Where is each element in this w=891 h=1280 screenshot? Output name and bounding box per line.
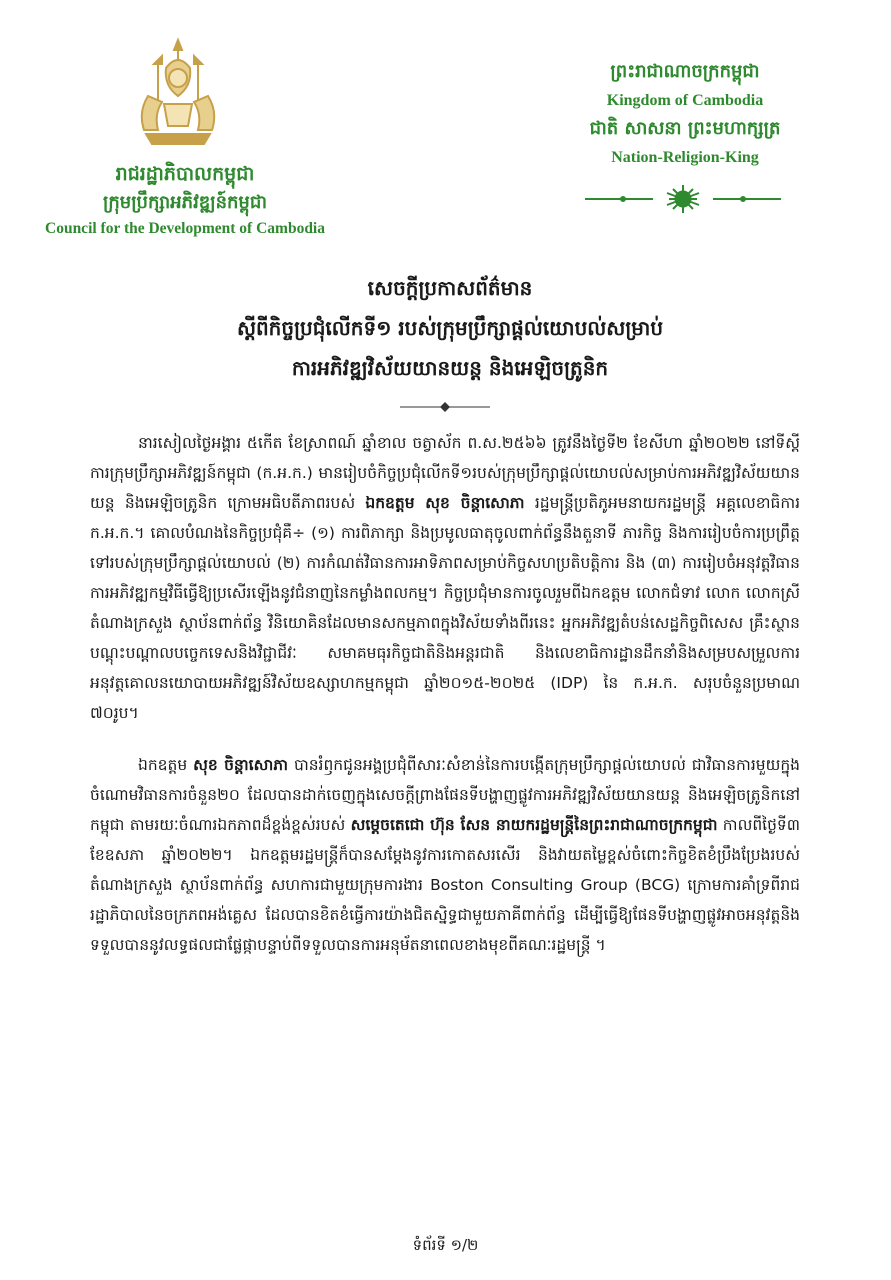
paragraph-2-text-b: បានរំឭកជូនអង្គប្រជុំពីសារៈសំខាន់នៃការបង្កើតក្រុមប្រឹក្សាផ្ដល់យោបល់ ជាវិធានការមួយក្នុងចំណោមវិធានការចំនួន២០ ដែលបានដាក់ចេញក្នុងសេចក្ដីព្រាងផែនទីបង្ហាញផ្លូវការអភិវឌ្ឍវិស័យយានយន្ត និងអេឡិចត្រូនិកនៅកម្ពុជា តាមរយៈចំណារឯកភាពដ៏ខ្ពង់ខ្ពស់របស់ bbox=[90, 756, 801, 834]
prime-minister-name: សម្ដេចតេជោ ហ៊ុន សែន នាយករដ្ឋមន្ត្រីនៃព្រះរាជាណាចក្រកម្ពុជា bbox=[350, 816, 718, 834]
organization-header bbox=[20, 160, 350, 240]
page-number: ទំព័រទី ១/២ bbox=[412, 1236, 479, 1254]
document-title bbox=[100, 268, 800, 388]
title-line-2: ស្ដីពីកិច្ចប្រជុំលើកទី១ របស់ក្រុមប្រឹក្សាផ្ដល់យោបល់សម្រាប់ bbox=[236, 316, 664, 340]
minister-name-2: សុខ ចិន្ដាសោភា bbox=[193, 756, 289, 774]
document-body bbox=[90, 428, 800, 982]
paragraph-1 bbox=[90, 428, 800, 728]
council-name-en: Council for the Development of Cambodia bbox=[45, 220, 325, 237]
title-line-1: សេចក្ដីប្រកាសព័ត៌មាន bbox=[367, 276, 533, 300]
council-name-kh: ក្រុមប្រឹក្សាអភិវឌ្ឍន៍កម្ពុជា bbox=[102, 192, 267, 213]
paragraph-2-text-c: កាលពីថ្ងៃទី៣ ខែឧសភា ឆ្នាំ២០២២។ ឯកឧត្តមរដ្ឋមន្ត្រីក៏បានសម្ដែងនូវការកោតសរសើរ និងវាយតម្លៃខ្ពស់ចំពោះកិច្ចខិតខំប្រឹងប្រែងរបស់តំណាងក្រសួង ស្ថាប័នពាក់ព័ន្ធ សហការជាមួយក្រុមការងារ Boston Consulting Group (BCG) ក្រោមការគាំទ្រពីរាជរដ្ឋាភិបាលនៃចក្រភពអង់គ្លេស ដែលបានខិតខំធ្វើការយ៉ាងជិតស្និទ្ធជាមួយភាគីពាក់ព័ន្ធ ដើម្បីធ្វើឱ្យផែនទីបង្ហាញផ្លូវអាចអនុវត្តនិងទទួលបាននូវលទ្ធផលជាផ្លែផ្កាបន្ទាប់ពីទទួលបានការអនុម័តនាពេលខាងមុខពីគណៈរដ្ឋមន្ត្រី ។ bbox=[90, 816, 801, 954]
kingdom-name-en: Kingdom of Cambodia bbox=[606, 92, 764, 109]
paragraph-1-text-b: រដ្ឋមន្ត្រីប្រតិភូអមនាយករដ្ឋមន្ត្រី អគ្គលេខាធិការ ក.អ.ក.។ គោលបំណងនៃកិច្ចប្រជុំគឺ÷ (១) ការពិភាក្សា និងប្រមូលធាតុចូលពាក់ព័ន្ធនឹងតួនាទី ភារកិច្ច និងការរៀបចំការប្រព្រឹត្តទៅរបស់ក្រុមប្រឹក្សាផ្ដល់យោបល់ (២) ការកំណត់វិធានការអាទិភាពសម្រាប់កិច្ចសហប្រតិបត្តិការ និង (៣) ការរៀបចំអនុវត្តវិធានការអភិវឌ្ឍកម្មវិធីធ្វើឱ្យប្រសើរឡើងនូវជំនាញនៃកម្លាំងពលកម្ម។ កិច្ចប្រជុំមានការចូលរួមពីឯកឧត្តម លោកជំទាវ លោក លោកស្រីតំណាងក្រសួង ស្ថាប័នពាក់ព័ន្ធ វិនិយោគិនដែលមានសកម្មភាពក្នុងវិស័យទាំងពីរនេះ អ្នកអភិវឌ្ឍតំបន់សេដ្ឋកិច្ចពិសេស គ្រឹះស្ថានបណ្ដុះបណ្ដាលបច្ចេកទេសនិងវិជ្ជាជីវៈ សមាគមធុរកិច្ចជាតិនិងអន្តរជាតិ និងលេខាធិការដ្ឋានដឹកនាំនិងសម្របសម្រួលការអនុវត្តគោលនយោបាយអភិវឌ្ឍន៍វិស័យឧស្សាហកម្មកម្ពុជា ឆ្នាំ២០១៥-២០២៥ (IDP) នៃ ក.អ.ក. សរុបចំនួនប្រមាណ ៧០រូប។ bbox=[90, 494, 800, 722]
title-line-3: ការអភិវឌ្ឍវិស័យយានយន្ត និងអេឡិចត្រូនិក bbox=[291, 356, 609, 380]
royal-emblem-icon bbox=[118, 34, 238, 149]
government-name-kh: រាជរដ្ឋាភិបាលកម្ពុជា bbox=[115, 163, 255, 185]
paragraph-1-text-a: នារសៀលថ្ងៃអង្គារ ៥កើត ខែស្រាពណ៍ ឆ្នាំខាល ចត្វាស័ក ព.ស.២៥៦៦ ត្រូវនឹងថ្ងៃទី២ ខែសីហា ឆ្នាំ២០២២ នៅទីស្ដីការក្រុមប្រឹក្សាអភិវឌ្ឍន៍កម្ពុជា (ក.អ.ក.) មានរៀបចំកិច្ចប្រជុំលើកទី១របស់ក្រុមប្រឹក្សាផ្ដល់យោបល់សម្រាប់ការអភិវឌ្ឍវិស័យយានយន្ត និងអេឡិចត្រូនិក ក្រោមអធិបតីភាពរបស់ bbox=[90, 434, 800, 512]
minister-name: ឯកឧត្តម សុខ ចិន្ដាសោភា bbox=[365, 494, 525, 512]
paragraph-2-text-a: ឯកឧត្តម bbox=[138, 756, 194, 774]
kingdom-header bbox=[560, 58, 810, 172]
motto-en: Nation-Religion-King bbox=[611, 149, 759, 166]
paragraph-2 bbox=[90, 750, 800, 960]
kingdom-name-kh: ព្រះរាជាណាចក្រកម្ពុជា bbox=[610, 61, 760, 82]
lotus-divider-ornament-icon bbox=[583, 184, 783, 214]
motto-kh: ជាតិ សាសនា ព្រះមហាក្សត្រ bbox=[589, 118, 781, 139]
title-separator-ornament-icon bbox=[395, 399, 495, 413]
